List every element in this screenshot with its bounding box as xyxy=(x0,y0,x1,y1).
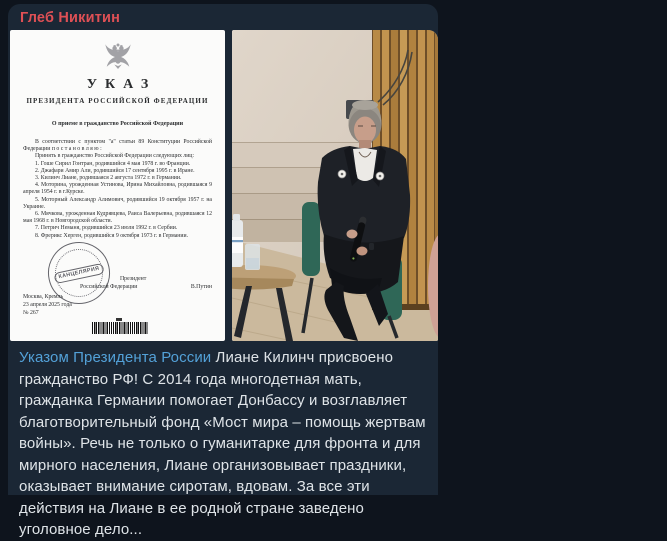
water-bottle xyxy=(232,214,243,267)
photo-image[interactable] xyxy=(232,30,438,341)
russian-coat-of-arms-icon xyxy=(103,42,133,72)
signer-name: В.Путин xyxy=(190,283,212,290)
decree-subject: О приеме в гражданство Российской Федерации xyxy=(51,121,184,127)
message-bubble xyxy=(8,4,438,538)
signer-title-2: Российской Федерации xyxy=(80,283,138,290)
decree-resolve: Принять в гражданство Российской Федерации следующих лиц: xyxy=(35,153,195,160)
decree-number: № 267 xyxy=(23,309,39,316)
decree-person: 6. Мячкова, урожденная Кудрявцева, Раиса Валерьевна, родившаяся 12 мая 1968 г. в Новгородской области. xyxy=(23,211,212,225)
decree-subtitle: ПРЕЗИДЕНТА РОССИЙСКОЙ ФЕДЕРАЦИИ xyxy=(26,97,209,105)
decree-date: 23 апреля 2025 года xyxy=(23,301,72,308)
decree-person: 1. Гоше Сирил Гонтран, родившийся 4 мая 1978 г. во Франции. xyxy=(35,160,191,167)
decree-title: УКАЗ xyxy=(86,77,157,92)
signer-title: Президент xyxy=(120,276,147,282)
message-link[interactable]: Указом Президента России xyxy=(19,349,212,366)
message-body: Лиане Килинч присвоено гражданство РФ! С 2014 года многодетная мать, гражданка Германии помогает Донбассу и возглавляет благотворительный фонд «Мост мира – помощь жертвам войны». Речь не только о гуманитарке для фронта и для мирного населения, Лиане организовывает праздники, оказывает внимание сиротам, вдовам. За все эти действия на Лиане в ее родной стране заведено уголовное дело... xyxy=(19,349,426,538)
message-text xyxy=(19,347,431,541)
photo-album xyxy=(10,30,438,341)
stamp-text: КАНЦЕЛЯРИЯ xyxy=(54,262,105,283)
decree-footer xyxy=(23,294,72,317)
decree-document-image[interactable] xyxy=(10,30,225,341)
decree-person: 5. Моторный Александр Алимович, родившийся 19 октября 1957 г. на Украине. xyxy=(23,196,212,210)
decree-person: 2. Джафари Амир Али, родившийся 17 сентября 1995 г. в Иране. xyxy=(35,167,195,174)
decree-body xyxy=(23,139,212,240)
decree-person: 3. Килинч Лиане, родившаяся 2 августа 1972 г. в Германии. xyxy=(35,175,182,182)
decree-person: 4. Моторина, урожденная Устинова, Ирина Михайловна, родившаяся 9 апреля 1954 г. в г.Курске. xyxy=(23,182,212,196)
photo-scene xyxy=(232,30,438,341)
decree-person: 7. Петрич Неманя, родившийся 23 июля 1992 г. в Сербии. xyxy=(35,225,178,232)
barcode xyxy=(92,322,148,334)
decree-person: 8. Фрерикс Херген, родившийся 9 октября 1973 г. в Германии. xyxy=(35,232,189,239)
signature-block xyxy=(80,276,212,291)
drinking-glass xyxy=(245,244,260,270)
sender-name[interactable]: Глеб Никитин xyxy=(20,10,121,26)
decree-place: Москва, Кремль xyxy=(23,294,64,300)
decree-intro: В соответствии с пунктом "а" статьи 89 Конституции Российской Федерации п о с т а н о в л я ю : xyxy=(23,139,212,153)
